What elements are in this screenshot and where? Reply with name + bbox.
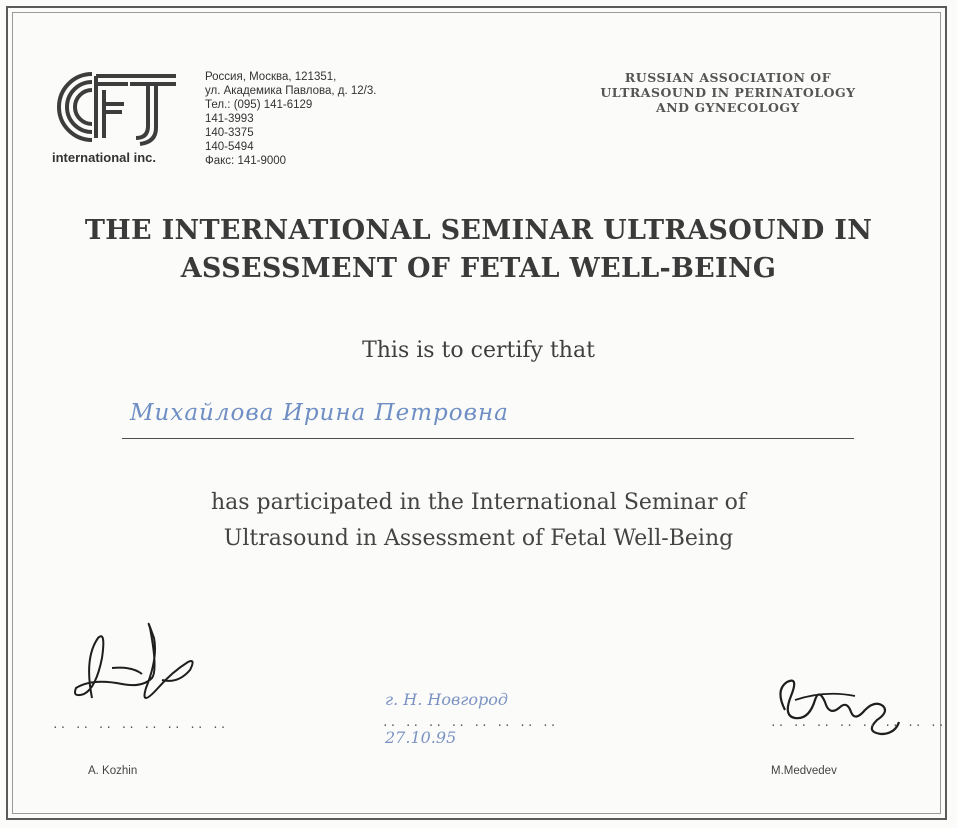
participation-line: has participated in the International Seminar of [210,490,746,515]
signature-line-left: .. .. .. .. .. .. .. .. [52,718,228,731]
logo-subtitle: international inc. [52,150,157,165]
signature-line-right: .. .. .. .. .. .. .. .. [770,716,946,729]
recipient-underline [122,438,854,439]
seminar-title-line: THE INTERNATIONAL SEMINAR ULTRASOUND IN [84,215,873,246]
association-line: ULTRASOUND IN PERINATOLOGY [600,85,856,100]
address-line: 140-3375 [205,127,254,139]
company-logo [52,66,192,166]
association-line: AND GYNECOLOGY [656,100,800,115]
address-line: Россия, Москва, 121351, [205,71,337,83]
association-name [558,70,898,115]
cft-logo-mark [52,66,182,148]
signer-right-name: M.Medvedev [771,765,837,777]
address-line: Тел.: (095) 141-6129 [205,99,313,111]
address-line: 141-3993 [205,113,254,125]
seminar-title [10,212,947,288]
signature-kozhin [62,618,202,718]
signature-medvedev [765,660,915,750]
address-line: 140-5494 [205,141,254,153]
signature-line-center: .. .. .. .. .. .. .. .. [382,716,558,729]
certify-statement: This is to certify that [362,338,595,363]
signing-place: г. Н. Новгород [385,690,509,709]
signer-left-name: A. Kozhin [88,765,138,777]
seminar-title-line: ASSESSMENT OF FETAL WELL-BEING [180,253,777,284]
address-line: Факс: 141-9000 [205,155,287,167]
signing-date: 27.10.95 [385,728,457,747]
address-line: ул. Академика Павлова, д. 12/3. [205,85,377,97]
association-line: RUSSIAN ASSOCIATION OF [624,70,832,85]
participation-statement [0,485,957,557]
company-address [205,70,376,168]
participation-line: Ultrasound in Assessment of Fetal Well-Being [223,526,734,551]
recipient-name: Михайлова Ирина Петровна [130,400,509,426]
